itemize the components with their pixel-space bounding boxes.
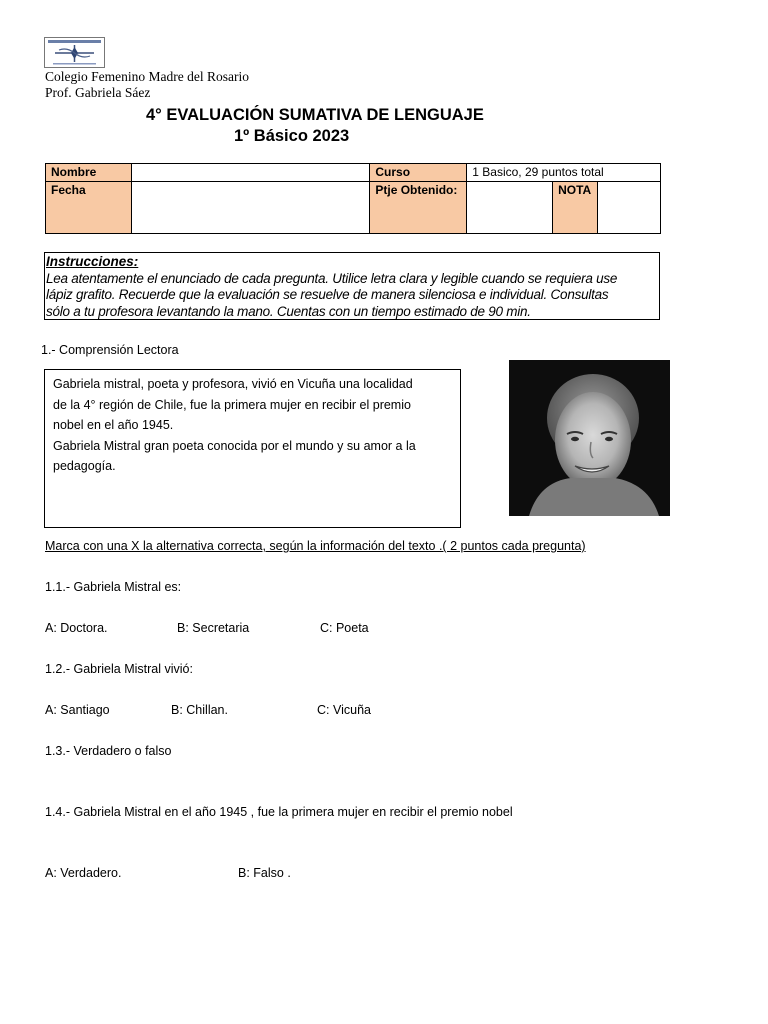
curso-label: Curso — [370, 164, 467, 182]
marking-instruction: Marca con una X la alternativa correcta, según la información del texto .( 2 puntos cada pregunta) — [45, 539, 586, 553]
q1-option-c[interactable]: C: Poeta — [320, 621, 369, 635]
ptje-label: Ptje Obtenido: — [370, 182, 467, 234]
instructions-box — [44, 252, 660, 320]
question-1-3: 1.3.- Verdadero o falso — [45, 744, 172, 758]
school-header — [45, 69, 249, 101]
curso-value: 1 Basico, 29 puntos total — [467, 164, 661, 182]
q1-option-a[interactable]: A: Doctora. — [45, 621, 108, 635]
section-title: 1.- Comprensión Lectora — [41, 343, 179, 357]
q2-option-a[interactable]: A: Santiago — [45, 703, 110, 717]
q2-option-c[interactable]: C: Vicuña — [317, 703, 371, 717]
teacher-name: Prof. Gabriela Sáez — [45, 85, 151, 100]
exam-title: 4° EVALUACIÓN SUMATIVA DE LENGUAJE — [146, 106, 484, 124]
q4-option-b[interactable]: B: Falso . — [238, 866, 291, 880]
school-name: Colegio Femenino Madre del Rosario — [45, 69, 249, 84]
reading-passage-box — [44, 369, 461, 528]
nombre-label: Nombre — [46, 164, 132, 182]
portrait-image-icon — [509, 360, 670, 516]
instructions-line-2: lápiz grafito. Recuerde que la evaluación se resuelve de manera silenciosa e individual. Consultas — [46, 287, 609, 302]
question-1-4: 1.4.- Gabriela Mistral en el año 1945 , fue la primera mujer en recibir el premio nobel — [45, 805, 513, 819]
reading-line-5: pedagogía. — [53, 459, 116, 473]
nombre-field[interactable] — [131, 164, 369, 182]
ptje-field[interactable] — [467, 182, 553, 234]
nota-field[interactable] — [598, 182, 661, 234]
fecha-field[interactable] — [131, 182, 369, 234]
reading-line-3: nobel en el año 1945. — [53, 418, 174, 432]
student-info-table — [45, 163, 661, 234]
portrait-photo — [509, 360, 670, 516]
instructions-line-1: Lea atentamente el enunciado de cada pregunta. Utilice letra clara y legible cuando se requiera use — [46, 270, 618, 286]
school-logo — [44, 37, 105, 68]
question-1-1: 1.1.- Gabriela Mistral es: — [45, 580, 182, 594]
reading-line-1: Gabriela mistral, poeta y profesora, vivió en Vicuña una localidad — [53, 377, 413, 391]
logo-emblem-icon — [45, 38, 104, 67]
q1-option-b[interactable]: B: Secretaria — [177, 621, 250, 635]
q2-option-b[interactable]: B: Chillan. — [171, 703, 228, 717]
instructions-line-3: sólo a tu profesora levantando la mano. Cuentas con un tiempo estimado de 90 min. — [46, 303, 531, 319]
exam-subtitle: 1º Básico 2023 — [234, 127, 350, 145]
fecha-label: Fecha — [46, 182, 132, 234]
reading-line-4: Gabriela Mistral gran poeta conocida por el mundo y su amor a la — [53, 438, 416, 453]
reading-line-2: de la 4° región de Chile, fue la primera mujer en recibir el premio — [53, 397, 411, 412]
q4-option-a[interactable]: A: Verdadero. — [45, 866, 122, 880]
question-1-2: 1.2.- Gabriela Mistral vivió: — [45, 662, 193, 676]
nota-label: NOTA — [553, 182, 598, 234]
instructions-heading: Instrucciones: — [46, 254, 139, 269]
